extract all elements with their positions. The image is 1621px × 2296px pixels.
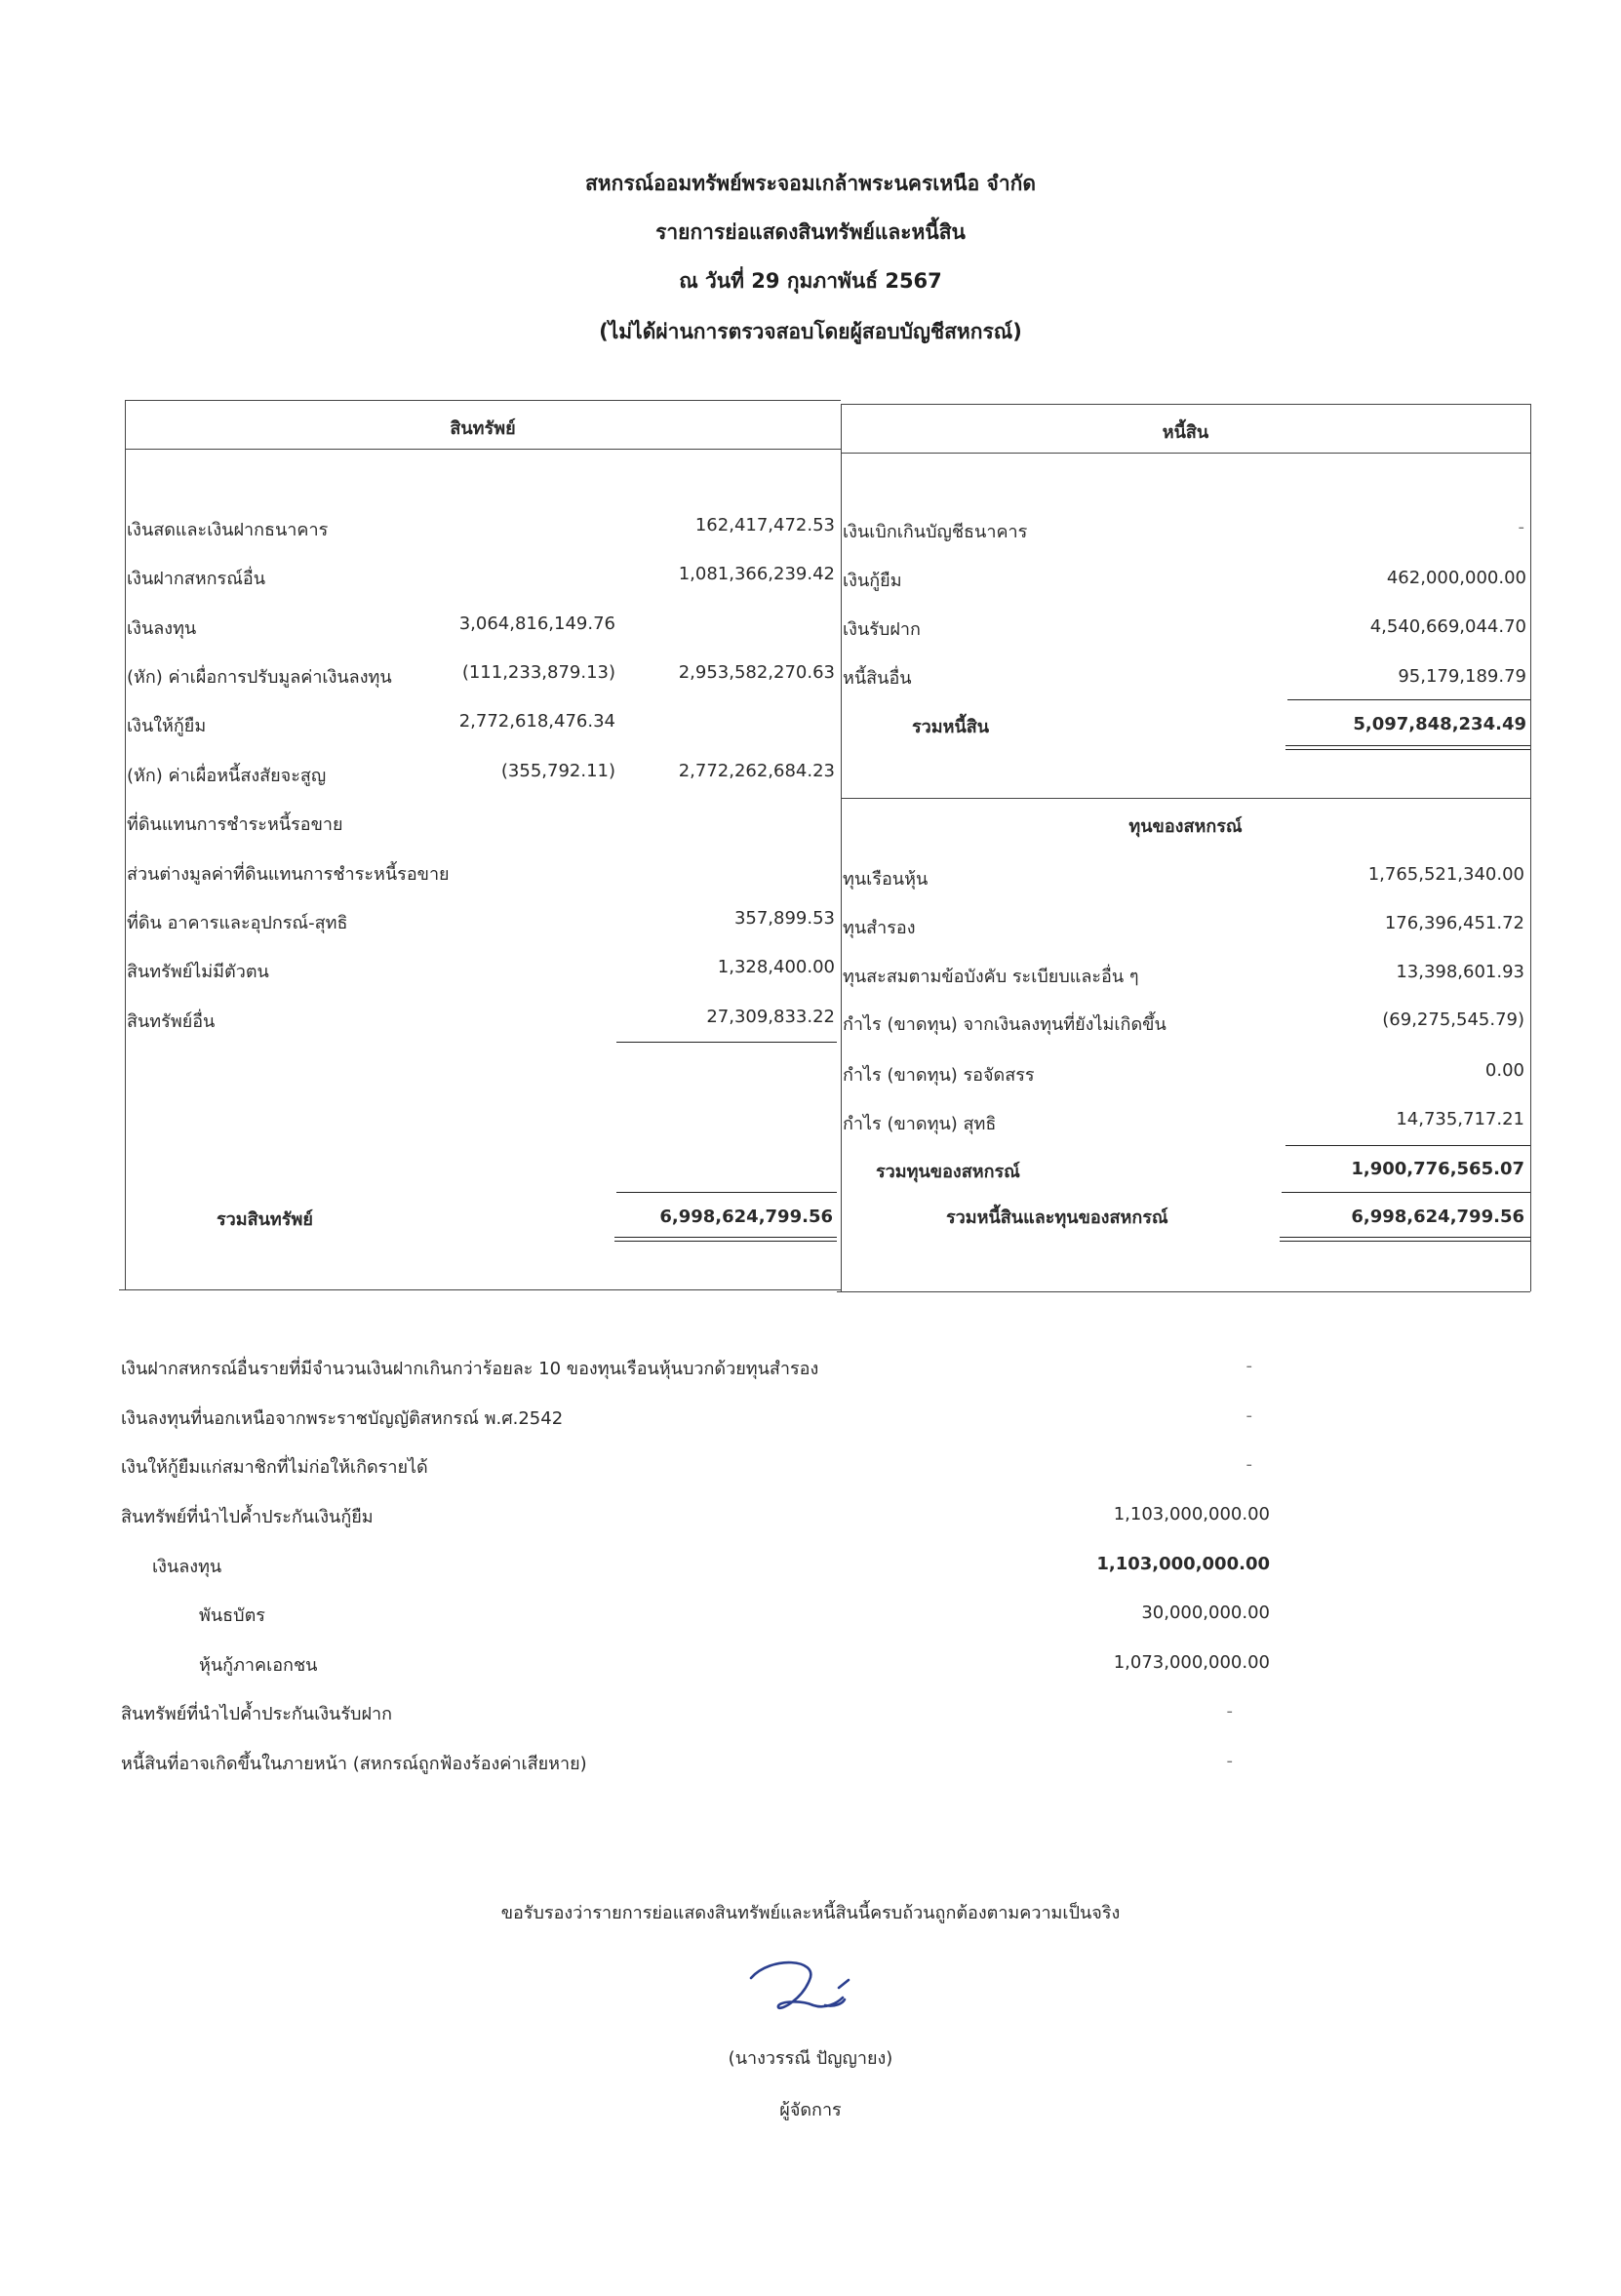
signature-image	[741, 1951, 888, 2029]
asset-detail: (111,233,879.13)	[461, 662, 615, 683]
asset-amount: 2,953,582,270.63	[678, 662, 835, 683]
asset-label: เงินลงทุน	[127, 618, 197, 639]
total-liab-equity-rule	[1282, 1192, 1530, 1193]
note-label: สินทรัพย์ที่นำไปค้ำประกันเงินรับฝาก	[121, 1704, 392, 1724]
equity-rule	[1285, 1145, 1530, 1146]
note-label: พันธบัตร	[199, 1605, 265, 1626]
note-amount: 1,103,000,000.00	[1113, 1504, 1270, 1524]
total-assets-double-rule	[614, 1237, 837, 1242]
liabilities-rule	[1287, 699, 1530, 700]
total-liab-equity-label: รวมหนี้สินและทุนของสหกรณ์	[946, 1207, 1168, 1228]
asset-amount: 2,772,262,684.23	[678, 761, 835, 781]
equity-label: กำไร (ขาดทุน) รอจัดสรร	[843, 1065, 1035, 1086]
liability-amount: -	[1518, 517, 1524, 537]
total-assets-amount: 6,998,624,799.56	[659, 1207, 833, 1227]
asset-detail: 2,772,618,476.34	[458, 711, 615, 732]
asset-label: สินทรัพย์ไม่มีตัวตน	[127, 962, 269, 982]
equity-amount: 13,398,601.93	[1396, 962, 1524, 982]
liabilities-header: หนี้สิน	[1162, 422, 1209, 443]
note-label: หนี้สินที่อาจเกิดขึ้นในภายหน้า (สหกรณ์ถูกฟ้องร้องค่าเสียหาย)	[121, 1754, 587, 1774]
equity-label: ทุนสำรอง	[843, 918, 916, 938]
total-equity-amount: 1,900,776,565.07	[1351, 1159, 1524, 1179]
audit-note: (ไม่ได้ผ่านการตรวจสอบโดยผู้สอบบัญชีสหกรณ์)	[599, 320, 1022, 343]
org-name: สหกรณ์ออมทรัพย์พระจอมเกล้าพระนครเหนือ จำกัด	[584, 172, 1037, 195]
liability-label: หนี้สินอื่น	[843, 668, 912, 689]
note-label: สินทรัพย์ที่นำไปค้ำประกันเงินกู้ยืม	[121, 1507, 374, 1527]
signer-position: ผู้จัดการ	[779, 2100, 842, 2120]
note-label: เงินลงทุนที่นอกเหนือจากพระราชบัญญัติสหกรณ์ พ.ศ.2542	[121, 1408, 564, 1429]
asset-label: (หัก) ค่าเผื่อการปรับมูลค่าเงินลงทุน	[127, 667, 392, 688]
equity-header: ทุนของสหกรณ์	[1128, 816, 1243, 837]
equity-label: กำไร (ขาดทุน) สุทธิ	[843, 1114, 997, 1134]
note-amount: 1,073,000,000.00	[1113, 1652, 1270, 1673]
report-date: ณ วันที่ 29 กุมภาพันธ์ 2567	[679, 269, 942, 293]
equity-amount: (69,275,545.79)	[1382, 1009, 1524, 1030]
asset-amount: 1,081,366,239.42	[678, 564, 835, 584]
total-assets-rule	[616, 1192, 837, 1193]
liability-label: เงินเบิกเกินบัญชีธนาคาร	[843, 522, 1028, 542]
liability-amount: 462,000,000.00	[1386, 568, 1526, 588]
total-assets-label: รวมสินทรัพย์	[217, 1209, 313, 1230]
note-label: เงินให้กู้ยืมแก่สมาชิกที่ไม่ก่อให้เกิดรายได้	[121, 1457, 428, 1478]
asset-label: เงินให้กู้ยืม	[127, 716, 207, 736]
note-amount: -	[1245, 1454, 1252, 1475]
report-title: รายการย่อแสดงสินทรัพย์และหนี้สิน	[655, 220, 966, 244]
equity-amount: 0.00	[1484, 1060, 1524, 1081]
total-liab-equity-amount: 6,998,624,799.56	[1351, 1207, 1524, 1227]
note-amount: -	[1226, 1701, 1233, 1722]
asset-label: ส่วนต่างมูลค่าที่ดินแทนการชำระหนี้รอขาย	[127, 864, 450, 885]
asset-amount: 1,328,400.00	[717, 957, 835, 977]
equity-amount: 14,735,717.21	[1396, 1109, 1524, 1129]
subtotal-rule	[616, 1042, 837, 1043]
note-label: หุ้นกู้ภาคเอกชน	[199, 1655, 318, 1676]
total-liabilities-label: รวมหนี้สิน	[912, 717, 990, 737]
asset-label: เงินสดและเงินฝากธนาคาร	[127, 520, 329, 540]
equity-label: กำไร (ขาดทุน) จากเงินลงทุนที่ยังไม่เกิดขึ้น	[843, 1014, 1166, 1035]
equity-amount: 176,396,451.72	[1384, 913, 1524, 933]
asset-detail: (355,792.11)	[500, 761, 615, 781]
asset-detail: 3,064,816,149.76	[458, 614, 615, 634]
asset-label: ที่ดิน อาคารและอุปกรณ์-สุทธิ	[127, 913, 348, 933]
note-amount: -	[1226, 1751, 1233, 1771]
assets-header: สินทรัพย์	[450, 418, 516, 439]
total-liab-equity-double-rule	[1280, 1237, 1530, 1242]
total-equity-label: รวมทุนของสหกรณ์	[876, 1162, 1020, 1182]
note-amount: -	[1245, 1356, 1252, 1376]
liability-label: เงินรับฝาก	[843, 619, 921, 640]
note-label: เงินลงทุน	[152, 1557, 222, 1577]
equity-amount: 1,765,521,340.00	[1367, 864, 1524, 885]
total-liabilities-amount: 5,097,848,234.49	[1353, 714, 1526, 734]
asset-amount: 162,417,472.53	[694, 515, 835, 535]
note-label: เงินฝากสหกรณ์อื่นรายที่มีจำนวนเงินฝากเกินกว่าร้อยละ 10 ของทุนเรือนหุ้นบวกด้วยทุนสำรอง	[121, 1359, 819, 1379]
signer-name: (นางวรรณี ปัญญายง)	[728, 2048, 893, 2069]
asset-label: เงินฝากสหกรณ์อื่น	[127, 569, 266, 589]
equity-label: ทุนเรือนหุ้น	[843, 869, 929, 890]
note-amount: -	[1245, 1405, 1252, 1426]
liabilities-double-rule	[1285, 745, 1530, 750]
certification-text: ขอรับรองว่ารายการย่อแสดงสินทรัพย์และหนี้สินนี้ครบถ้วนถูกต้องตามความเป็นจริง	[500, 1903, 1121, 1923]
liability-amount: 95,179,189.79	[1398, 666, 1526, 687]
equity-label: ทุนสะสมตามข้อบังคับ ระเบียบและอื่น ๆ	[843, 967, 1139, 987]
asset-label: สินทรัพย์อื่น	[127, 1011, 216, 1032]
asset-label: ที่ดินแทนการชำระหนี้รอขาย	[127, 814, 343, 835]
note-amount: 1,103,000,000.00	[1096, 1554, 1270, 1574]
asset-label: (หัก) ค่าเผื่อหนี้สงสัยจะสูญ	[127, 766, 327, 786]
liability-amount: 4,540,669,044.70	[1369, 616, 1526, 637]
asset-amount: 357,899.53	[733, 908, 835, 929]
liability-label: เงินกู้ยืม	[843, 571, 902, 591]
note-amount: 30,000,000.00	[1141, 1603, 1270, 1623]
asset-amount: 27,309,833.22	[706, 1007, 835, 1027]
